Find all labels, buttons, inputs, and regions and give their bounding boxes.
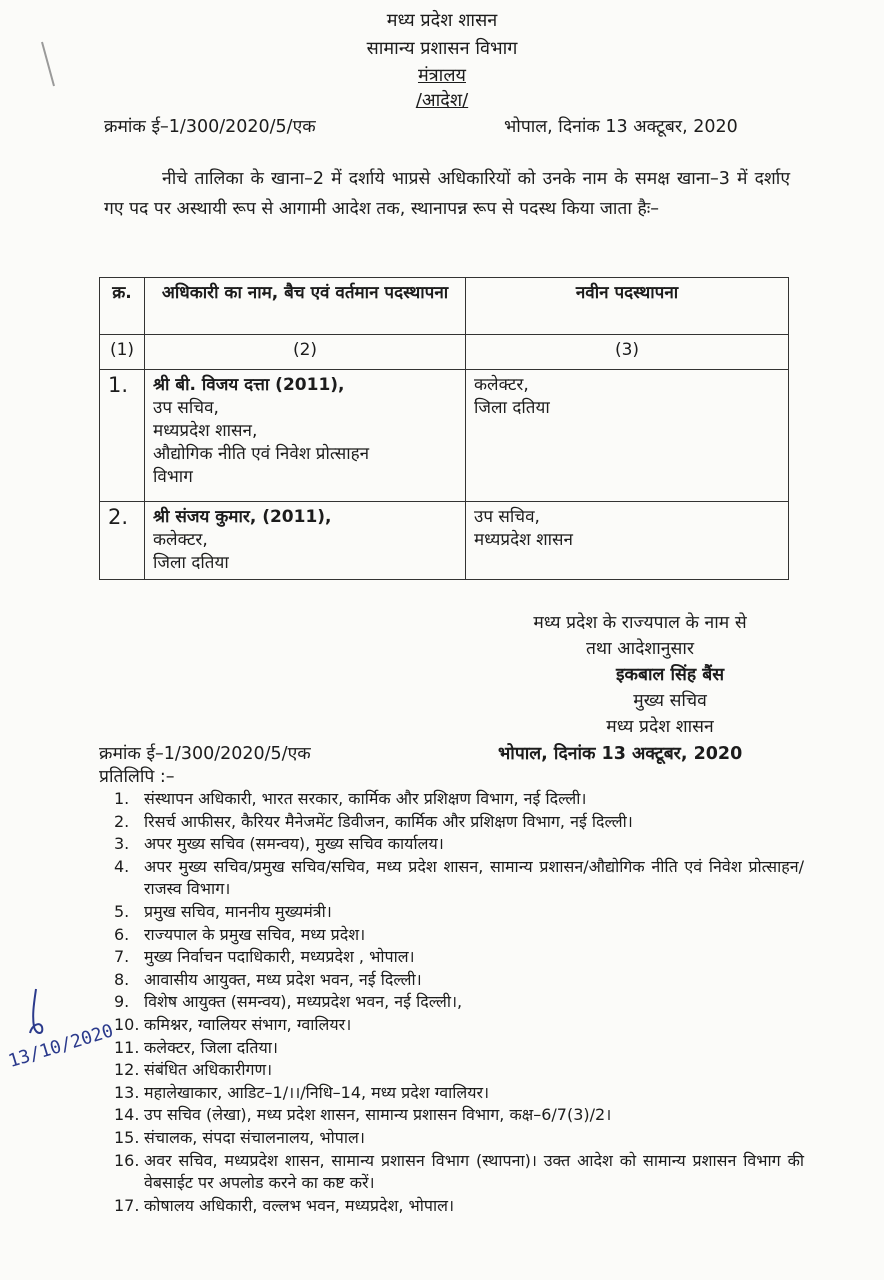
list-item-number: 16. — [114, 1150, 140, 1170]
list-item — [114, 901, 804, 924]
signature-line-1: मध्य प्रदेश के राज्यपाल के नाम से — [533, 613, 747, 633]
list-item — [114, 1059, 804, 1082]
list-item-text: संबंधित अधिकारीगण। — [144, 1060, 273, 1080]
list-item-number: 15. — [114, 1127, 140, 1147]
list-item-number: 2. — [114, 811, 130, 831]
table-header-officer: अधिकारी का नाम, बैच एवं वर्तमान पदस्थापना — [145, 278, 466, 335]
column-number-3: (3) — [466, 335, 789, 370]
officer-name: श्री बी. विजय दत्ता (2011), — [153, 375, 345, 395]
row-new-posting — [466, 502, 789, 580]
row-new-posting — [466, 370, 789, 502]
new-posting-line: कलेक्टर, — [474, 375, 529, 395]
officer-current-line: विभाग — [153, 467, 193, 487]
list-item — [114, 1104, 804, 1127]
new-posting-line: मध्यप्रदेश शासन — [474, 530, 573, 550]
signature-line-2: तथा आदेशानुसार — [585, 639, 695, 659]
table-header-row — [100, 278, 789, 335]
list-item — [114, 1037, 804, 1060]
list-item — [114, 1014, 804, 1037]
list-item-text: रिसर्च आफीसर, कैरियर मैनेजमेंट डिवीजन, कार्मिक और प्रशिक्षण विभाग, नई दिल्ली। — [144, 811, 633, 831]
handwritten-date: 13/10/2020 — [6, 1020, 116, 1073]
list-item — [114, 833, 804, 856]
row-serial: 2. — [100, 502, 145, 580]
list-item — [114, 946, 804, 969]
list-item-text: विशेष आयुक्त (समन्वय), मध्यप्रदेश भवन, नई दिल्ली।, — [144, 992, 463, 1012]
list-item-number: 4. — [114, 856, 130, 876]
copy-label: प्रतिलिपि :– — [99, 767, 175, 787]
list-item-text: महालेखाकार, आडिट–1/।।/निधि–14, मध्य प्रदेश ग्वालियर। — [144, 1082, 490, 1102]
copy-place-date: भोपाल, दिनांक 13 अक्टूबर, 2020 — [498, 744, 743, 764]
list-item-text: अपर मुख्य सचिव (समन्वय), मुख्य सचिव कार्यालय। — [144, 834, 444, 854]
table-row — [100, 502, 789, 580]
row-officer — [145, 370, 466, 502]
list-item-number: 17. — [114, 1195, 140, 1215]
list-item-text: संस्थापन अधिकारी, भारत सरकार, कार्मिक और प्रशिक्षण विभाग, नई दिल्ली। — [144, 789, 587, 808]
column-number-2: (2) — [145, 335, 466, 370]
list-item-number: 9. — [114, 992, 130, 1012]
header-department: सामान्य प्रशासन विभाग — [366, 38, 518, 59]
copy-order-number: क्रमांक ई–1/300/2020/5/एक — [99, 744, 311, 764]
list-item — [114, 924, 804, 947]
list-item — [114, 788, 804, 811]
order-number: क्रमांक ई–1/300/2020/5/एक — [104, 117, 316, 137]
signatory-name: इकबाल सिंह बैंस — [615, 665, 725, 685]
list-item-text: अवर सचिव, मध्यप्रदेश शासन, सामान्य प्रशासन विभाग (स्थापना)। उक्त आदेश को सामान्य प्रशासन विभाग की वेबसाईट पर अपलोड करने का कष्ट करें। — [144, 1150, 804, 1193]
list-item-number: 10. — [114, 1014, 140, 1034]
list-item — [114, 1195, 804, 1218]
list-item-number: 8. — [114, 969, 130, 989]
column-number-1: (1) — [100, 335, 145, 370]
posting-table — [99, 277, 789, 580]
list-item — [114, 811, 804, 834]
list-item-text: कलेक्टर, जिला दतिया। — [144, 1037, 278, 1057]
list-item-number: 5. — [114, 901, 130, 921]
table-header-new-posting: नवीन पदस्थापना — [466, 278, 789, 335]
officer-current-line: जिला दतिया — [153, 553, 229, 573]
list-item-text: अपर मुख्य सचिव/प्रमुख सचिव/सचिव, मध्य प्रदेश शासन, सामान्य प्रशासन/औद्योगिक नीति एवं निवेश प्रोत्साहन/राजस्व विभाग। — [144, 856, 804, 899]
list-item-number: 3. — [114, 834, 130, 854]
signatory-designation: मुख्य सचिव — [633, 691, 707, 711]
list-item-number: 6. — [114, 924, 130, 944]
list-item — [114, 1082, 804, 1105]
officer-name: श्री संजय कुमार, (2011), — [153, 507, 332, 527]
officer-current-line: औद्योगिक नीति एवं निवेश प्रोत्साहन — [153, 444, 370, 464]
officer-current-line: उप सचिव, — [153, 398, 219, 418]
new-posting-line: जिला दतिया — [474, 398, 550, 418]
list-item-text: मुख्य निर्वाचन पदाधिकारी, मध्यप्रदेश , भोपाल। — [144, 947, 415, 967]
list-item — [114, 1150, 804, 1195]
list-item-text: कोषालय अधिकारी, वल्लभ भवन, मध्यप्रदेश, भोपाल। — [144, 1195, 455, 1215]
row-officer — [145, 502, 466, 580]
order-paragraph-text: नीचे तालिका के खाना–2 में दर्शाये भाप्रसे अधिकारियों को उनके नाम के समक्ष खाना–3 में दर्शाए गए पद पर अस्थायी रूप से आगामी आदेश तक, स्थानापन्न रूप से पदस्थ किया जाता हैः– — [104, 169, 790, 219]
header-ministry: मंत्रालय — [417, 65, 466, 86]
order-paragraph — [104, 164, 790, 224]
list-item-number: 12. — [114, 1060, 140, 1080]
list-item — [114, 991, 804, 1014]
officer-current-line: कलेक्टर, — [153, 530, 208, 550]
header-order-label: /आदेश/ — [415, 90, 469, 111]
list-item — [114, 856, 804, 901]
list-item-text: राज्यपाल के प्रमुख सचिव, मध्य प्रदेश। — [144, 924, 366, 944]
list-item-number: 13. — [114, 1082, 140, 1102]
list-item — [114, 1127, 804, 1150]
list-item-text: कमिश्नर, ग्वालियर संभाग, ग्वालियर। — [144, 1014, 352, 1034]
list-item-number: 1. — [114, 789, 130, 808]
list-item-text: प्रमुख सचिव, माननीय मुख्यमंत्री। — [144, 901, 332, 921]
list-item-number: 7. — [114, 947, 130, 967]
pencil-mark-icon — [40, 40, 60, 90]
order-place-date: भोपाल, दिनांक 13 अक्टूबर, 2020 — [504, 117, 738, 137]
list-item-text: संचालक, संपदा संचालनालय, भोपाल। — [144, 1127, 365, 1147]
copy-list — [114, 788, 804, 1217]
new-posting-line: उप सचिव, — [474, 507, 540, 527]
table-column-number-row — [100, 335, 789, 370]
table-header-serial: क्र. — [100, 278, 145, 335]
header-government: मध्य प्रदेश शासन — [386, 10, 498, 31]
signatory-office: मध्य प्रदेश शासन — [606, 717, 714, 737]
list-item-number: 11. — [114, 1037, 140, 1057]
handwritten-mark-icon — [18, 985, 58, 1045]
table-row — [100, 370, 789, 502]
list-item-text: आवासीय आयुक्त, मध्य प्रदेश भवन, नई दिल्ली। — [144, 969, 422, 989]
list-item — [114, 969, 804, 992]
row-serial: 1. — [100, 370, 145, 502]
officer-current-line: मध्यप्रदेश शासन, — [153, 421, 258, 441]
list-item-text: उप सचिव (लेखा), मध्य प्रदेश शासन, सामान्य प्रशासन विभाग, कक्ष–6/7(3)/2। — [144, 1105, 612, 1125]
list-item-number: 14. — [114, 1105, 140, 1125]
